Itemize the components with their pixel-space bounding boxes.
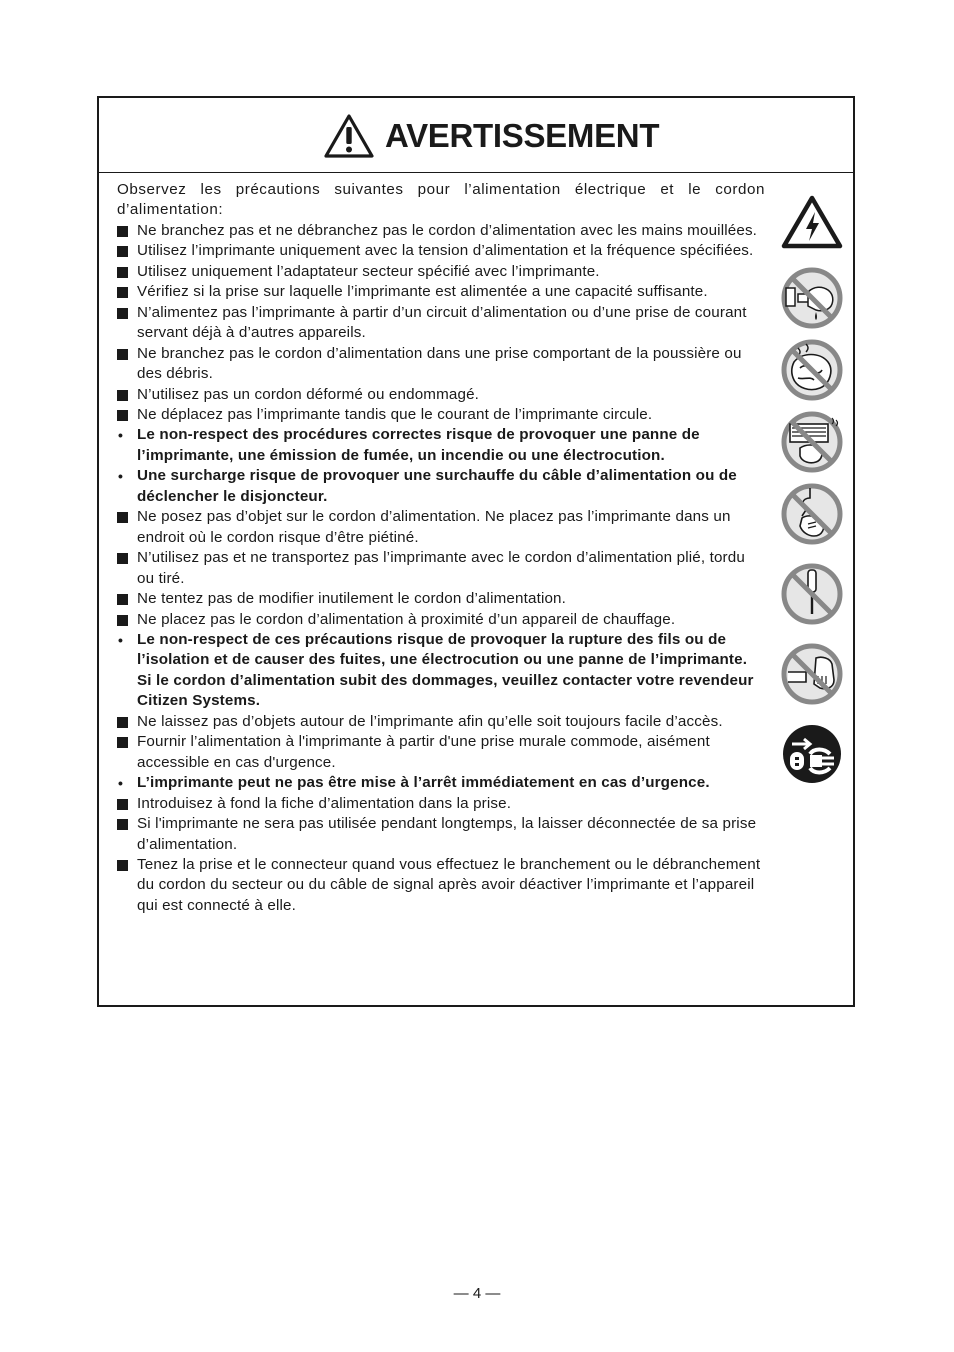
precaution-item [117,385,765,405]
item-text: L’imprimante peut ne pas être mise à l’arrêt immédiatement en cas d’urgence. [137,774,710,792]
bullet-note [117,773,765,793]
precaution-item [117,221,765,241]
item-text: Ne laissez pas d’objets autour de l’imprimante afin qu’elle soit toujours facile d’accès. [137,712,723,730]
precaution-item [117,548,765,589]
precaution-item [117,589,765,609]
item-text: Utilisez l’imprimante uniquement avec la tension d’alimentation et la fréquence spécifiées. [137,242,754,260]
precaution-item [117,712,765,732]
precaution-item [117,814,765,855]
precaution-item [117,344,765,385]
item-text: Introduisez à fond la fiche d’alimentation dans la prise. [137,794,512,812]
item-text: Tenez la prise et le connecteur quand vous effectuez le branchement ou le débranchement du cordon du secteur ou du câble de signal après avoir déactiver l’imprimante et l’appareil qui est connecté à elle. [137,855,761,914]
bullet-marker: • [118,468,124,485]
square-bullet-icon [117,732,137,754]
precaution-item [117,262,765,282]
item-text: N’utilisez pas un cordon déformé ou endommagé. [137,385,480,403]
square-bullet-icon [117,548,137,570]
precaution-item [117,855,765,916]
bullet-marker: • [118,775,124,792]
precaution-item [117,303,765,344]
item-text: Ne posez pas d’objet sur le cordon d’alimentation. Ne placez pas l’imprimante dans un endroit où le cordon risque d’être piétiné. [137,508,731,546]
item-text: Une surcharge risque de provoquer une surchauffe du câble d’alimentation ou de déclencher le disjoncteur. [137,467,737,505]
item-text: Ne branchez pas et ne débranchez pas le cordon d’alimentation avec les mains mouillées. [137,221,758,239]
electric-shock-warning-icon [780,194,844,258]
bullet-note [117,630,765,712]
unplug-icon [780,722,844,786]
square-bullet-icon [117,814,137,836]
item-text: N’alimentez pas l’imprimante à partir d’un circuit d’alimentation ou d’une prise de courant servant déjà à d’autres appareils. [137,303,747,342]
square-bullet-icon [117,344,137,366]
item-text: Le non-respect des procédures correctes risque de provoquer une panne de l’imprimante, une émission de fumée, un incendie ou une électrocution. [137,426,700,464]
bullet-marker: • [118,427,124,444]
item-text: Ne placez pas le cordon d’alimentation à proximité d’un appareil de chauffage. [137,610,676,628]
square-bullet-icon [117,855,137,877]
square-bullet-icon [117,262,137,284]
item-text: Ne déplacez pas l’imprimante tandis que le courant de l’imprimante circule. [137,405,653,423]
bullet-marker: • [118,631,124,648]
square-bullet-icon [117,405,137,427]
precaution-item [117,282,765,302]
no-damaged-cord-icon [780,338,844,402]
precaution-item [117,241,765,261]
no-disassemble-icon [780,562,844,626]
no-wet-hands-icon [780,266,844,330]
warning-box [97,96,855,1007]
square-bullet-icon [117,221,137,243]
square-bullet-icon [117,794,137,816]
square-bullet-icon [117,282,137,304]
square-bullet-icon [117,303,137,325]
item-text: N’utilisez pas et ne transportez pas l’imprimante avec le cordon d’alimentation plié, tordu ou tiré. [137,549,745,587]
precaution-list [117,221,765,916]
no-pull-cord-icon [780,482,844,546]
warning-triangle-icon [323,113,375,159]
precaution-item [117,732,765,773]
precaution-item [117,405,765,425]
bullet-note [117,425,765,466]
square-bullet-icon [117,507,137,529]
precaution-item [117,794,765,814]
no-touch-plug-icon [780,642,844,706]
item-text: Ne branchez pas le cordon d’alimentation dans une prise comportant de la poussière ou des débris. [137,344,742,383]
square-bullet-icon [117,241,137,263]
item-text: Le non-respect de ces précautions risque de provoquer la rupture des fils ou de l’isolation et de causer des fuites, une électrocution ou une panne de l’imprimante. Si le cordon d’alimentation subit des dommages, veuillez contacter votre revendeur Citizen Systems. [137,630,754,710]
warning-header [99,98,853,173]
warning-title: AVERTISSEMENT [385,117,660,154]
no-heat-near-cord-icon [780,410,844,474]
item-text: Ne tentez pas de modifier inutilement le cordon d’alimentation. [137,590,567,608]
item-text: Utilisez uniquement l’adaptateur secteur spécifié avec l’imprimante. [137,262,600,280]
intro-text: Observez les précautions suivantes pour l’alimentation électrique et le cordon d’alimentation: [117,181,765,219]
bullet-note [117,466,765,507]
item-text: Fournir l’alimentation à l'imprimante à partir d'une prise murale commode, aisément accessible en cas d'urgence. [137,733,710,771]
page-number: — 4 — [453,1285,501,1302]
warning-content [117,180,765,916]
square-bullet-icon [117,385,137,407]
precaution-item [117,507,765,548]
item-text: Vérifiez si la prise sur laquelle l’imprimante est alimentée a une capacité suffisante. [137,283,708,301]
item-text: Si l'imprimante ne sera pas utilisée pendant longtemps, la laisser déconnectée de sa prise d’alimentation. [137,815,757,853]
square-bullet-icon [117,589,137,611]
square-bullet-icon [117,712,137,734]
precaution-item [117,610,765,630]
square-bullet-icon [117,610,137,632]
